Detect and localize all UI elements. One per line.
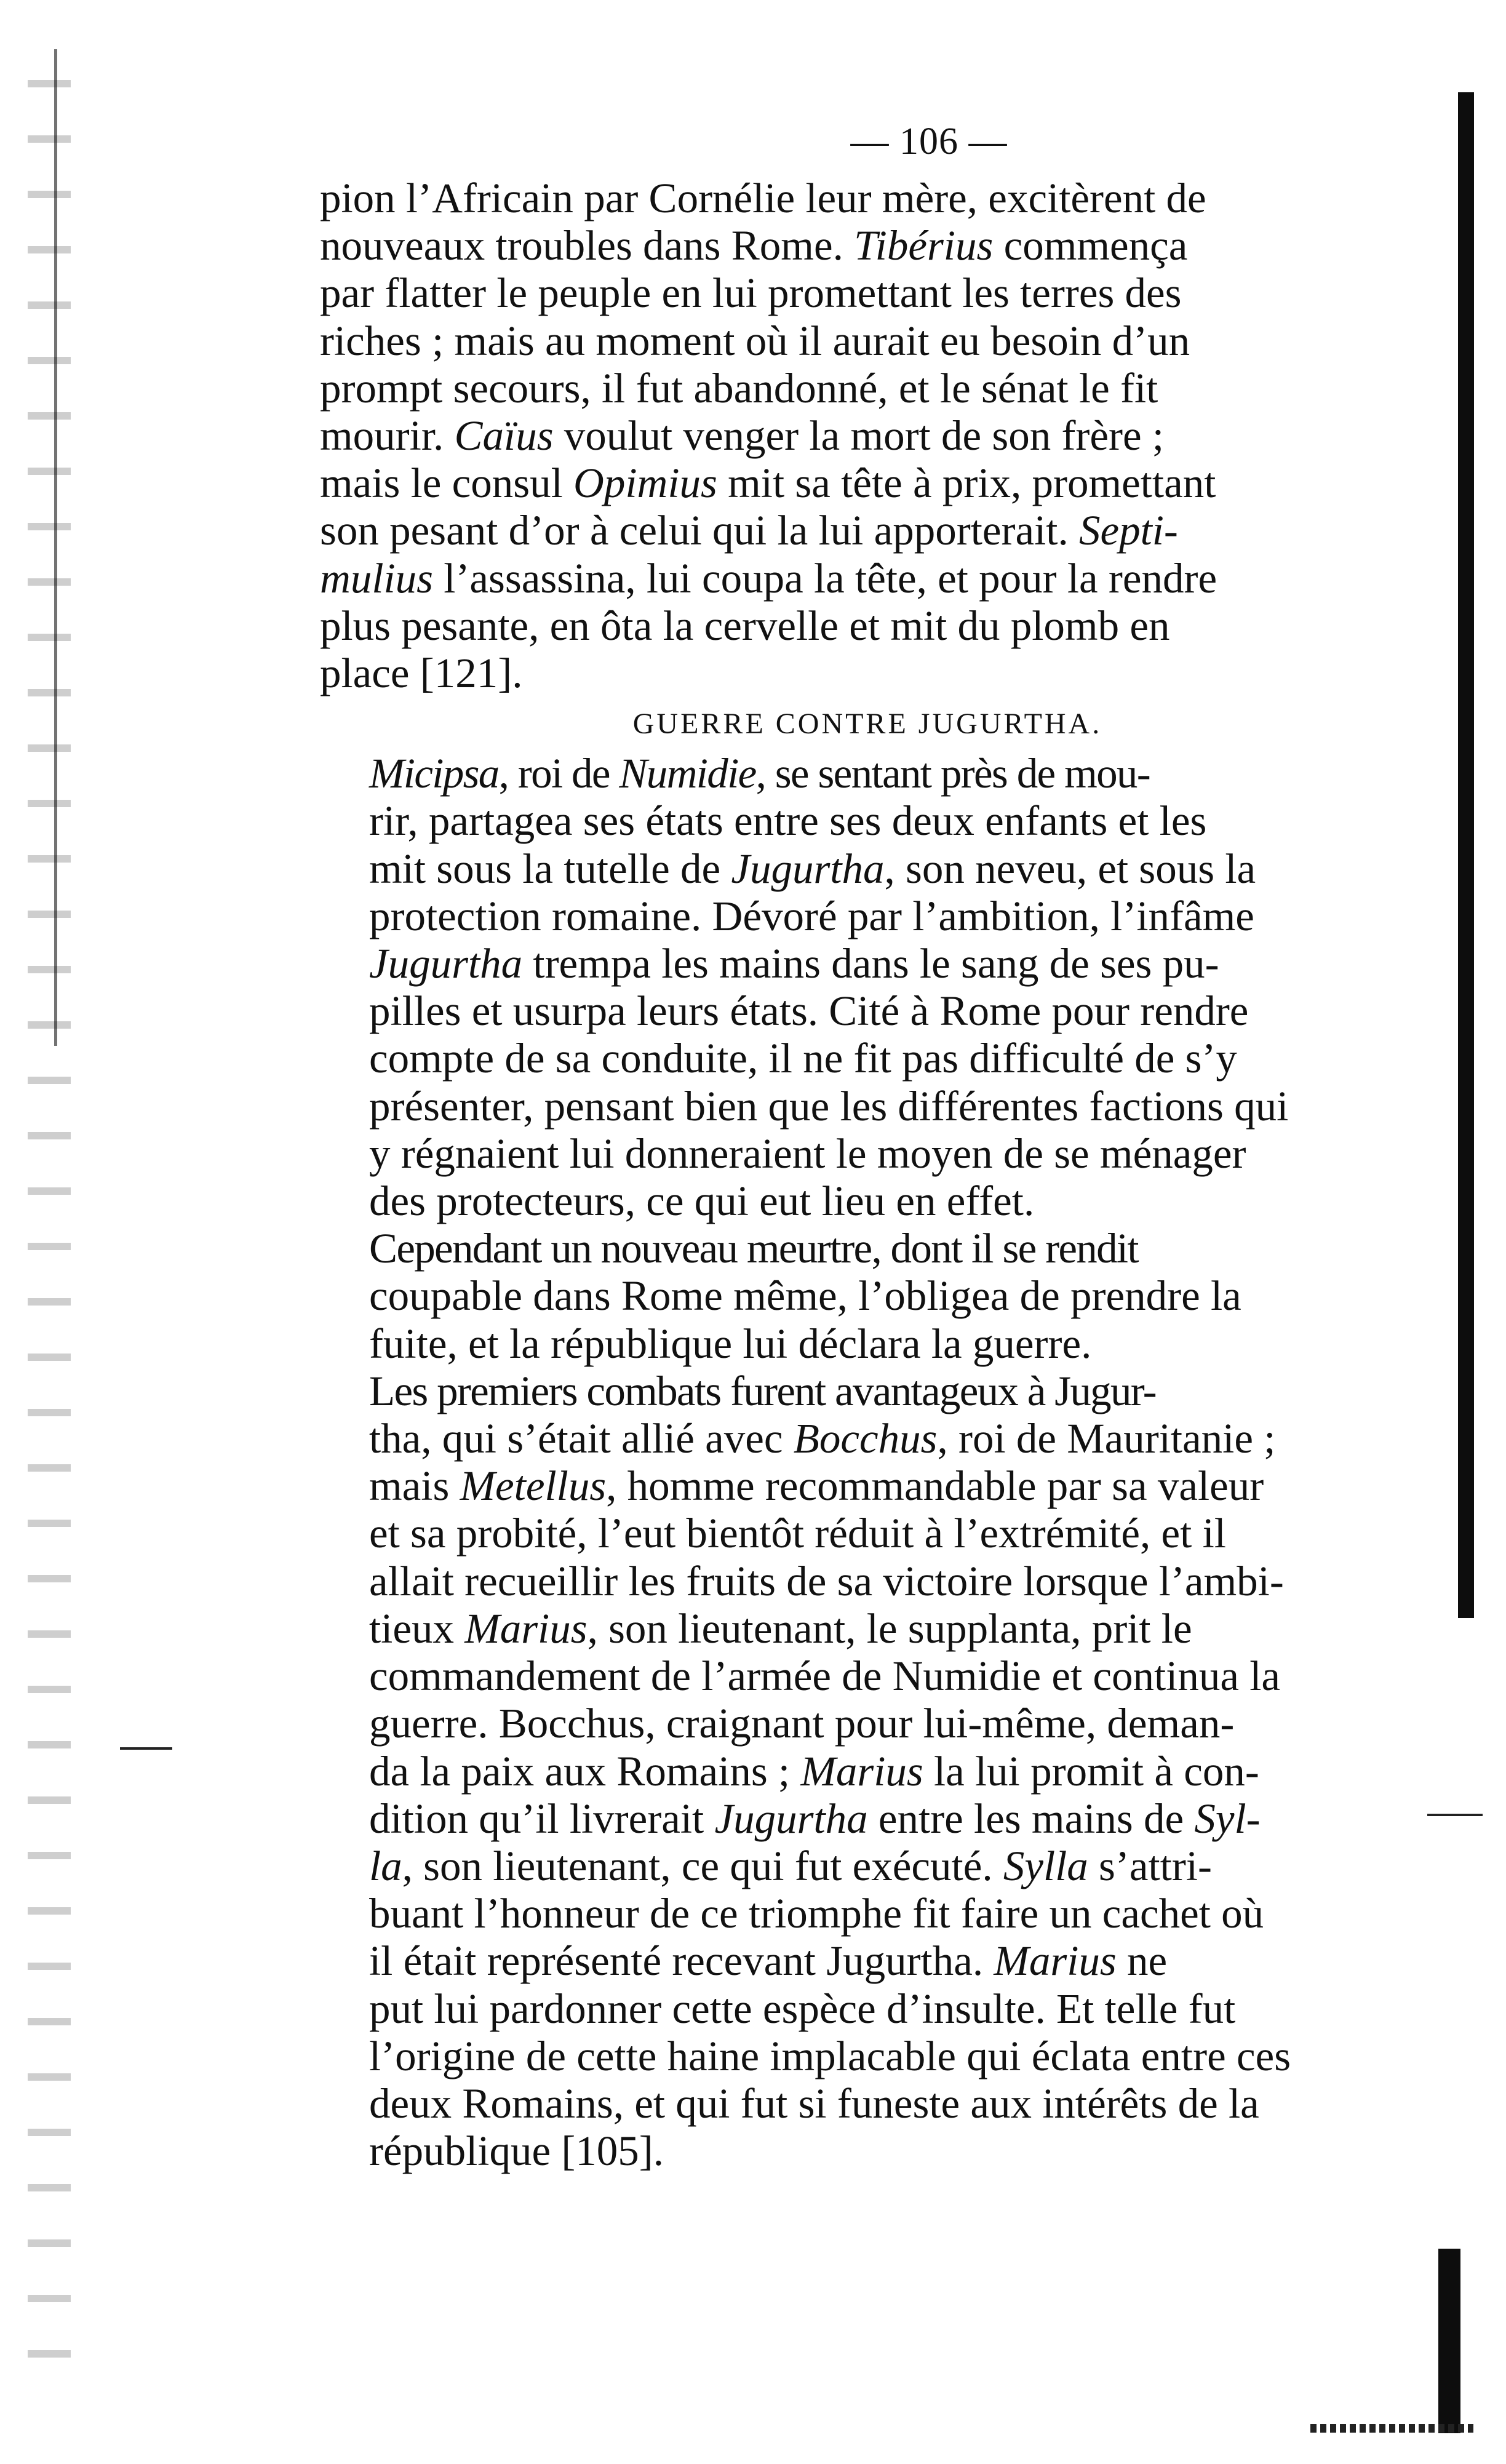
text-run: , son lieutenant, ce qui fut exécuté. bbox=[402, 1842, 1003, 1889]
text-line bbox=[320, 1890, 1415, 1937]
italic-name: Marius bbox=[994, 1937, 1117, 1985]
text-run: et sa probité, l’eut bientôt réduit à l’extrémité, et il bbox=[369, 1510, 1226, 1557]
text-line bbox=[320, 2080, 1415, 2127]
text-line bbox=[320, 269, 1415, 317]
italic-name: Jugurtha bbox=[714, 1795, 868, 1842]
text-run: mourir. bbox=[320, 412, 455, 460]
text-run: Cependant un nouveau meurtre, dont il se rendit bbox=[369, 1225, 1138, 1272]
text-line bbox=[320, 602, 1415, 650]
text-run: son pesant d’or à celui qui la lui apporterait. bbox=[320, 507, 1079, 554]
italic-name: Opimius bbox=[573, 460, 717, 507]
text-line bbox=[320, 175, 1415, 222]
text-line bbox=[320, 1178, 1415, 1225]
text-run: république [105]. bbox=[369, 2127, 664, 2175]
page-number: — 106 — bbox=[850, 121, 1008, 162]
text-line bbox=[320, 893, 1415, 940]
text-line bbox=[320, 750, 1415, 797]
text-run: nouveaux troubles dans Rome. bbox=[320, 222, 855, 269]
text-run: , son neveu, et sous la bbox=[884, 845, 1256, 892]
paragraph bbox=[320, 750, 1415, 1225]
text-line bbox=[320, 845, 1415, 893]
text-run: guerre. Bocchus, craignant pour lui-même, deman- bbox=[369, 1700, 1235, 1747]
italic-name: Septi- bbox=[1078, 507, 1178, 554]
text-line bbox=[320, 365, 1415, 412]
text-line bbox=[320, 1605, 1415, 1653]
text-run: pion l’Africain par Cornélie leur mère, excitèrent de bbox=[320, 175, 1206, 221]
text-run: , se sentant près de mou- bbox=[755, 750, 1150, 797]
paragraph bbox=[320, 175, 1415, 697]
italic-name: Caïus bbox=[454, 412, 554, 460]
scan-edge-bar-bottom bbox=[1438, 2249, 1460, 2433]
scan-dash-right bbox=[1427, 1814, 1483, 1816]
italic-name: Metellus bbox=[460, 1462, 607, 1510]
text-run: l’assassina, lui coupa la tête, et pour la rendre bbox=[433, 554, 1217, 602]
text-line bbox=[320, 987, 1415, 1035]
text-run: put lui pardonner cette espèce d’insulte. Et telle fut bbox=[369, 1985, 1236, 2032]
scan-margin-line bbox=[54, 49, 57, 1046]
text-run: tha, qui s’était allié avec bbox=[369, 1415, 794, 1462]
text-line bbox=[320, 940, 1415, 987]
text-run: mais bbox=[369, 1462, 460, 1510]
text-line bbox=[320, 460, 1415, 507]
text-run: mit sous la tutelle de bbox=[369, 845, 731, 892]
text-line bbox=[320, 317, 1415, 365]
italic-name: Bocchus bbox=[793, 1415, 938, 1462]
text-run: commença bbox=[993, 222, 1188, 269]
text-run: allait recueillir les fruits de sa victoire lorsque l’ambi- bbox=[369, 1557, 1284, 1605]
text-line bbox=[320, 412, 1415, 460]
text-run: y régnaient lui donneraient le moyen de se ménager bbox=[369, 1130, 1246, 1177]
text-run: mit sa tête à prix, promettant bbox=[717, 460, 1216, 507]
text-run: mais le consul bbox=[320, 460, 574, 507]
text-run: tieux bbox=[369, 1605, 465, 1652]
text-run: il était représenté recevant Jugurtha. bbox=[369, 1937, 994, 1985]
scan-foot-mark bbox=[1310, 2424, 1473, 2433]
text-run: prompt secours, il fut abandonné, et le sénat le fit bbox=[320, 364, 1158, 412]
text-run: des protecteurs, ce qui eut lieu en effet. bbox=[369, 1178, 1035, 1225]
text-line bbox=[320, 1225, 1415, 1272]
text-line bbox=[320, 2127, 1415, 2175]
text-run: riches ; mais au moment où il aurait eu besoin d’un bbox=[320, 317, 1190, 364]
text-run: place [121]. bbox=[320, 650, 523, 697]
text-line bbox=[320, 1035, 1415, 1082]
scan-dash-left bbox=[120, 1747, 172, 1750]
text-block-intro bbox=[320, 175, 1415, 697]
italic-name: Jugurtha bbox=[731, 845, 885, 892]
text-run: , homme recommandable par sa valeur bbox=[606, 1462, 1264, 1510]
text-run: dition qu’il livrerait bbox=[369, 1795, 715, 1842]
text-line bbox=[320, 1415, 1415, 1462]
italic-name: la bbox=[369, 1842, 402, 1889]
italic-name: Marius bbox=[464, 1605, 588, 1652]
text-line bbox=[320, 2033, 1415, 2080]
italic-name: Syl- bbox=[1194, 1795, 1261, 1842]
italic-name: Micipsa bbox=[369, 750, 499, 797]
text-line bbox=[320, 1320, 1415, 1368]
text-run: compte de sa conduite, il ne fit pas difficulté de s’y bbox=[369, 1035, 1237, 1082]
italic-name: Marius bbox=[800, 1747, 923, 1795]
text-run: rir, partagea ses états entre ses deux enfants et les bbox=[369, 797, 1207, 845]
text-block-jugurtha bbox=[320, 750, 1415, 2175]
text-line bbox=[320, 1700, 1415, 1747]
text-line bbox=[320, 1510, 1415, 1557]
text-run: s’attri- bbox=[1088, 1842, 1212, 1889]
text-run: Les premiers combats furent avantageux à Jugur- bbox=[369, 1367, 1156, 1414]
text-line bbox=[320, 1462, 1415, 1510]
text-run: coupable dans Rome même, l’obligea de prendre la bbox=[369, 1272, 1241, 1320]
scan-margin-noise bbox=[28, 62, 71, 2399]
paragraph bbox=[320, 1225, 1415, 1368]
text-line bbox=[320, 1985, 1415, 2033]
text-line bbox=[320, 1368, 1415, 1415]
text-line bbox=[320, 555, 1415, 602]
italic-name: Numidie bbox=[619, 750, 756, 797]
text-run: pilles et usurpa leurs états. Cité à Rome pour rendre bbox=[369, 987, 1249, 1035]
text-line bbox=[320, 650, 1415, 697]
text-run: buant l’honneur de ce triomphe fit faire un cachet où bbox=[369, 1890, 1264, 1937]
text-line bbox=[320, 222, 1415, 269]
text-run: voulut venger la mort de son frère ; bbox=[553, 412, 1165, 460]
italic-name: Tibérius bbox=[854, 222, 994, 269]
text-run: trempa les mains dans le sang de ses pu- bbox=[522, 940, 1219, 987]
italic-name: Sylla bbox=[1003, 1842, 1088, 1889]
text-run: , son lieutenant, le supplanta, prit le bbox=[587, 1605, 1192, 1652]
text-line bbox=[320, 1272, 1415, 1320]
text-run: deux Romains, et qui fut si funeste aux intérêts de la bbox=[369, 2079, 1259, 2127]
italic-name: Jugurtha bbox=[369, 940, 523, 987]
text-run: , roi de bbox=[498, 750, 620, 797]
text-line bbox=[320, 1083, 1415, 1130]
text-run: commandement de l’armée de Numidie et continua la bbox=[369, 1653, 1281, 1700]
text-run: ne bbox=[1116, 1937, 1168, 1985]
text-line bbox=[320, 1653, 1415, 1700]
text-run: da la paix aux Romains ; bbox=[369, 1747, 801, 1795]
text-run: plus pesante, en ôta la cervelle et mit du plomb en bbox=[320, 602, 1170, 649]
text-run: , roi de Mauritanie ; bbox=[937, 1415, 1276, 1462]
text-run: présenter, pensant bien que les différentes factions qui bbox=[369, 1082, 1289, 1130]
text-line bbox=[320, 1558, 1415, 1605]
text-line bbox=[320, 1937, 1415, 1985]
text-run: l’origine de cette haine implacable qui éclata entre ces bbox=[369, 2032, 1291, 2079]
text-run: protection romaine. Dévoré par l’ambition, l’infâme bbox=[369, 892, 1254, 939]
scan-edge-bar-top bbox=[1458, 92, 1474, 1618]
text-line bbox=[320, 1748, 1415, 1795]
book-page bbox=[320, 120, 1415, 2175]
italic-name: mulius bbox=[320, 554, 434, 602]
text-run: entre les mains de bbox=[867, 1795, 1195, 1842]
text-run: la lui promit à con- bbox=[923, 1747, 1259, 1795]
text-line bbox=[320, 507, 1415, 554]
text-line bbox=[320, 1843, 1415, 1890]
text-run: fuite, et la république lui déclara la guerre. bbox=[369, 1320, 1092, 1367]
text-line bbox=[320, 797, 1415, 845]
text-run: par flatter le peuple en lui promettant les terres des bbox=[320, 269, 1182, 317]
section-heading: GUERRE CONTRE JUGURTHA. bbox=[632, 708, 1102, 741]
text-line bbox=[320, 1130, 1415, 1178]
text-line bbox=[320, 1795, 1415, 1843]
paragraph bbox=[320, 1368, 1415, 2175]
